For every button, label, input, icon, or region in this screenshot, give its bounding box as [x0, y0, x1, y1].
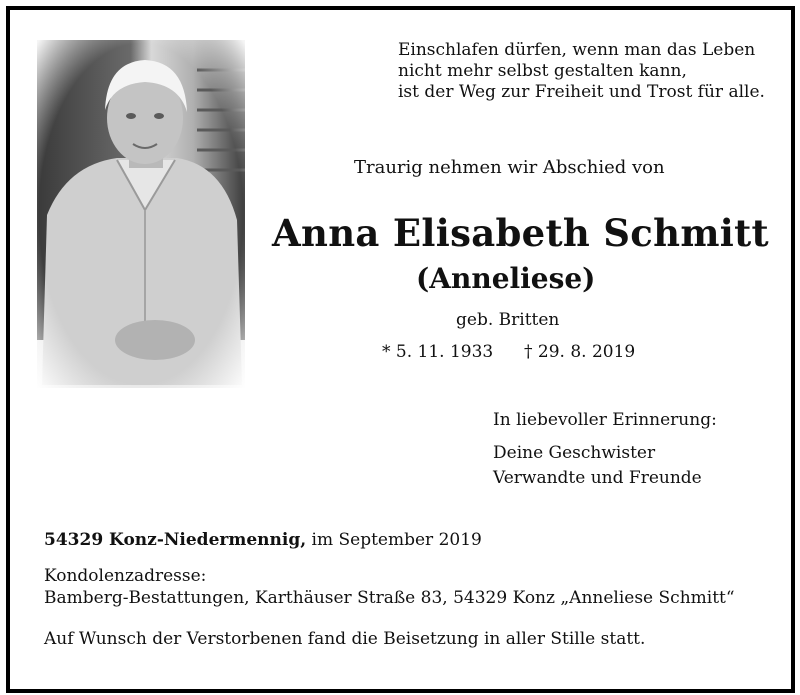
mourner-line: Deine Geschwister [493, 443, 656, 463]
quote-line: Einschlafen dürfen, wenn man das Leben [398, 40, 756, 60]
death-date: † 29. 8. 2019 [524, 342, 636, 362]
portrait-photo [37, 40, 245, 388]
portrait-image [37, 40, 245, 388]
intro-text: Traurig nehmen wir Abschied von [354, 157, 665, 178]
date-text: im September 2019 [306, 530, 482, 550]
place-date-line [44, 530, 482, 551]
maiden-name: geb. Britten [456, 310, 560, 330]
quote-block [398, 40, 765, 103]
condolence-label: Kondolenzadresse: [44, 566, 207, 586]
birth-date: * 5. 11. 1933 [382, 342, 494, 362]
place-name: 54329 Konz-Niedermennig, [44, 530, 307, 550]
deceased-name: Anna Elisabeth Schmitt [272, 211, 769, 255]
mourner-line: Verwandte und Freunde [493, 468, 702, 488]
deceased-nickname: (Anneliese) [416, 262, 596, 295]
quote-line: nicht mehr selbst gestalten kann, [398, 61, 687, 81]
condolence-address: Bamberg-Bestattungen, Karthäuser Straße 83, 54329 Konz „Anneliese Schmitt“ [44, 588, 735, 608]
quote-line: ist der Weg zur Freiheit und Trost für alle. [398, 82, 765, 102]
remembrance-line: In liebevoller Erinnerung: [493, 410, 717, 430]
closing-text: Auf Wunsch der Verstorbenen fand die Beisetzung in aller Stille statt. [44, 629, 646, 649]
